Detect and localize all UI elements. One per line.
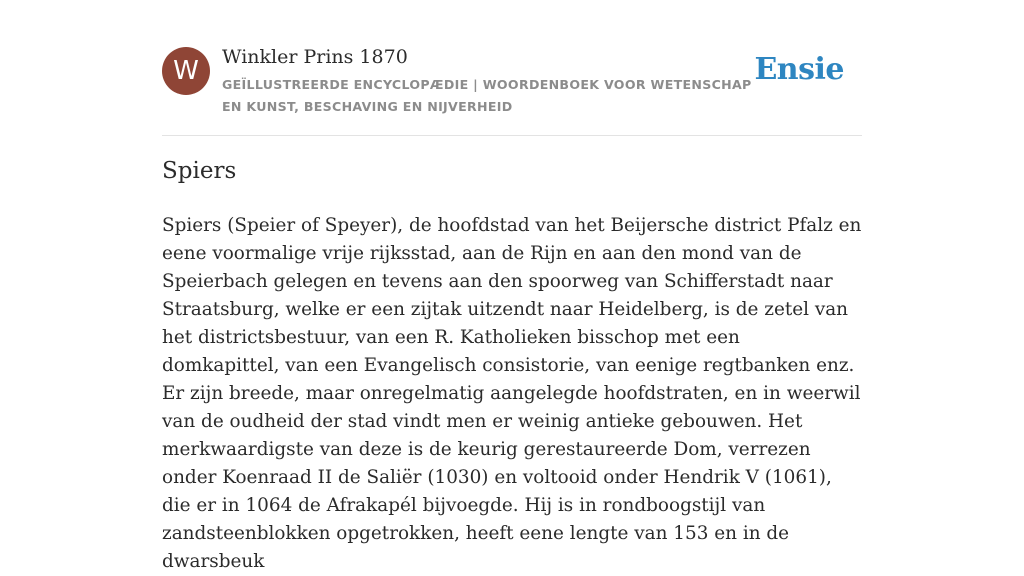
entry-title: Spiers <box>162 158 237 184</box>
source-subtitle: GEÏLLUSTREERDE ENCYCLOPÆDIE | WOORDENBOEK VOOR WETENSCHAP EN KUNST, BESCHAVING EN NIJVERHEID <box>222 77 752 114</box>
source-avatar[interactable]: W <box>162 47 210 95</box>
entry-body: Spiers (Speier of Speyer), de hoofdstad van het Beijersche district Pfalz en eene voormalige vrije rijksstad, aan de Rijn en aan den mond van de Speierbach gelegen en tevens aan den spoorweg van Schifferstadt naar Straatsburg, welke er een zijtak uitzendt naar Heidelberg, is de zetel van het districtsbestuur, van een R. Katholieken bisschop met een domkapittel, van een Evangelisch consistorie, van eenige regtbanken enz. Er zijn breede, maar onregelmatig aangelegde hoofdstraten, en in weerwil van de oudheid der stad vindt men er weinig antieke gebouwen. Het merkwaardigste van deze is de keurig gerestaureerde Dom, verrezen onder Koenraad II de Saliër (1030) en voltooid onder Hendrik V (1061), die er in 1064 de Afrakapél bijvoegde. Hij is in rondboogstijl van zandsteenblokken opgetrokken, heeft eene lengte van 153 en in de dwarsbeuk <box>162 215 862 572</box>
ensie-logo-link[interactable]: Ensie <box>754 52 844 87</box>
header-divider <box>162 135 862 136</box>
source-title[interactable]: Winkler Prins 1870 <box>222 46 408 68</box>
source-header <box>162 44 862 136</box>
